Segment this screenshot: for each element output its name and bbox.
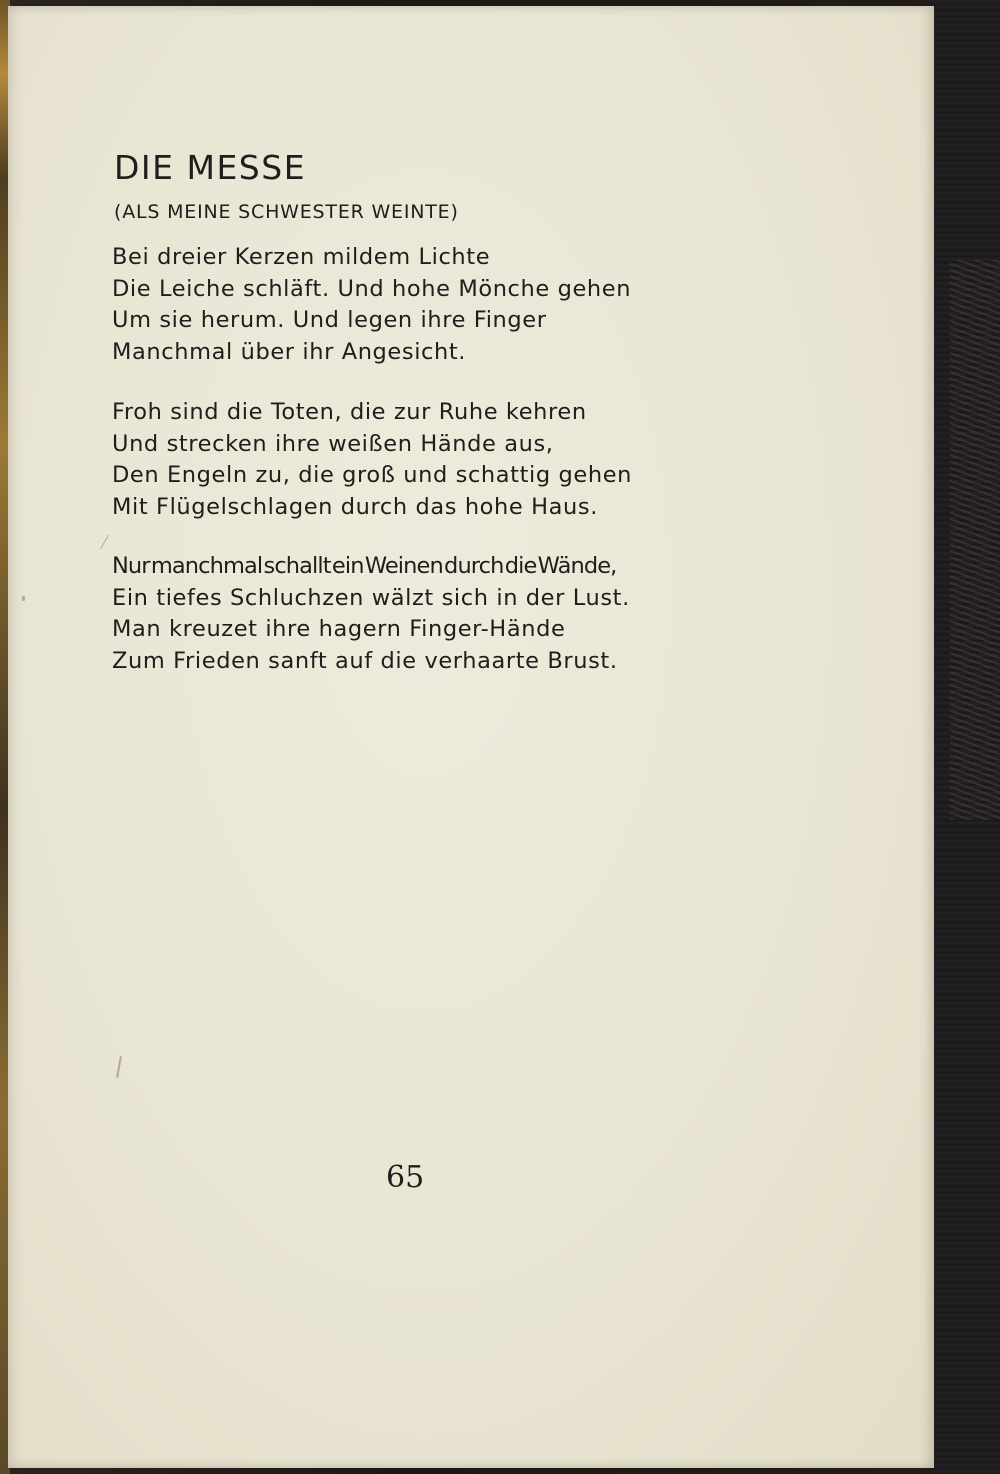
page-number: 65 xyxy=(386,1160,425,1195)
verse-line: Um sie herum. Und legen ihre Finger xyxy=(112,307,547,333)
book-cover-right xyxy=(930,0,1000,1474)
verse-line: Ein tiefes Schluchzen wälzt sich in der Lust. xyxy=(112,584,630,611)
verse-line: Und strecken ihre weißen Hände aus, xyxy=(112,430,554,457)
verse-line: Den Engeln zu, die groß und schattig gehen xyxy=(112,462,632,488)
stanza-1 xyxy=(112,242,631,368)
verse-line: Bei dreier Kerzen mildem Lichte xyxy=(112,244,491,270)
stanza-2 xyxy=(112,397,632,523)
book-page xyxy=(8,6,934,1468)
verse-line: Mit Flügelschlagen durch das hohe Haus. xyxy=(112,493,598,520)
verse-line: Froh sind die Toten, die zur Ruhe kehren xyxy=(112,399,587,425)
verse-line: Manchmal über ihr Angesicht. xyxy=(112,338,467,365)
poem-title: DIE MESSE xyxy=(114,148,307,187)
poem-subtitle: (ALS MEINE SCHWESTER WEINTE) xyxy=(114,201,459,223)
verse-line: Die Leiche schläft. Und hohe Mönche gehen xyxy=(112,275,632,302)
paper-scratch xyxy=(100,535,109,549)
verse-line: Zum Frieden sanft auf die verhaarte Brust. xyxy=(112,647,618,674)
verse-line: Nur manchmal schallt ein Weinen durch die Wände, xyxy=(112,553,617,579)
paper-scratch xyxy=(116,1056,122,1078)
verse-line: Man kreuzet ihre hagern Finger-Hände xyxy=(112,616,566,642)
paper-speck xyxy=(22,596,25,601)
stanza-3 xyxy=(112,551,630,677)
